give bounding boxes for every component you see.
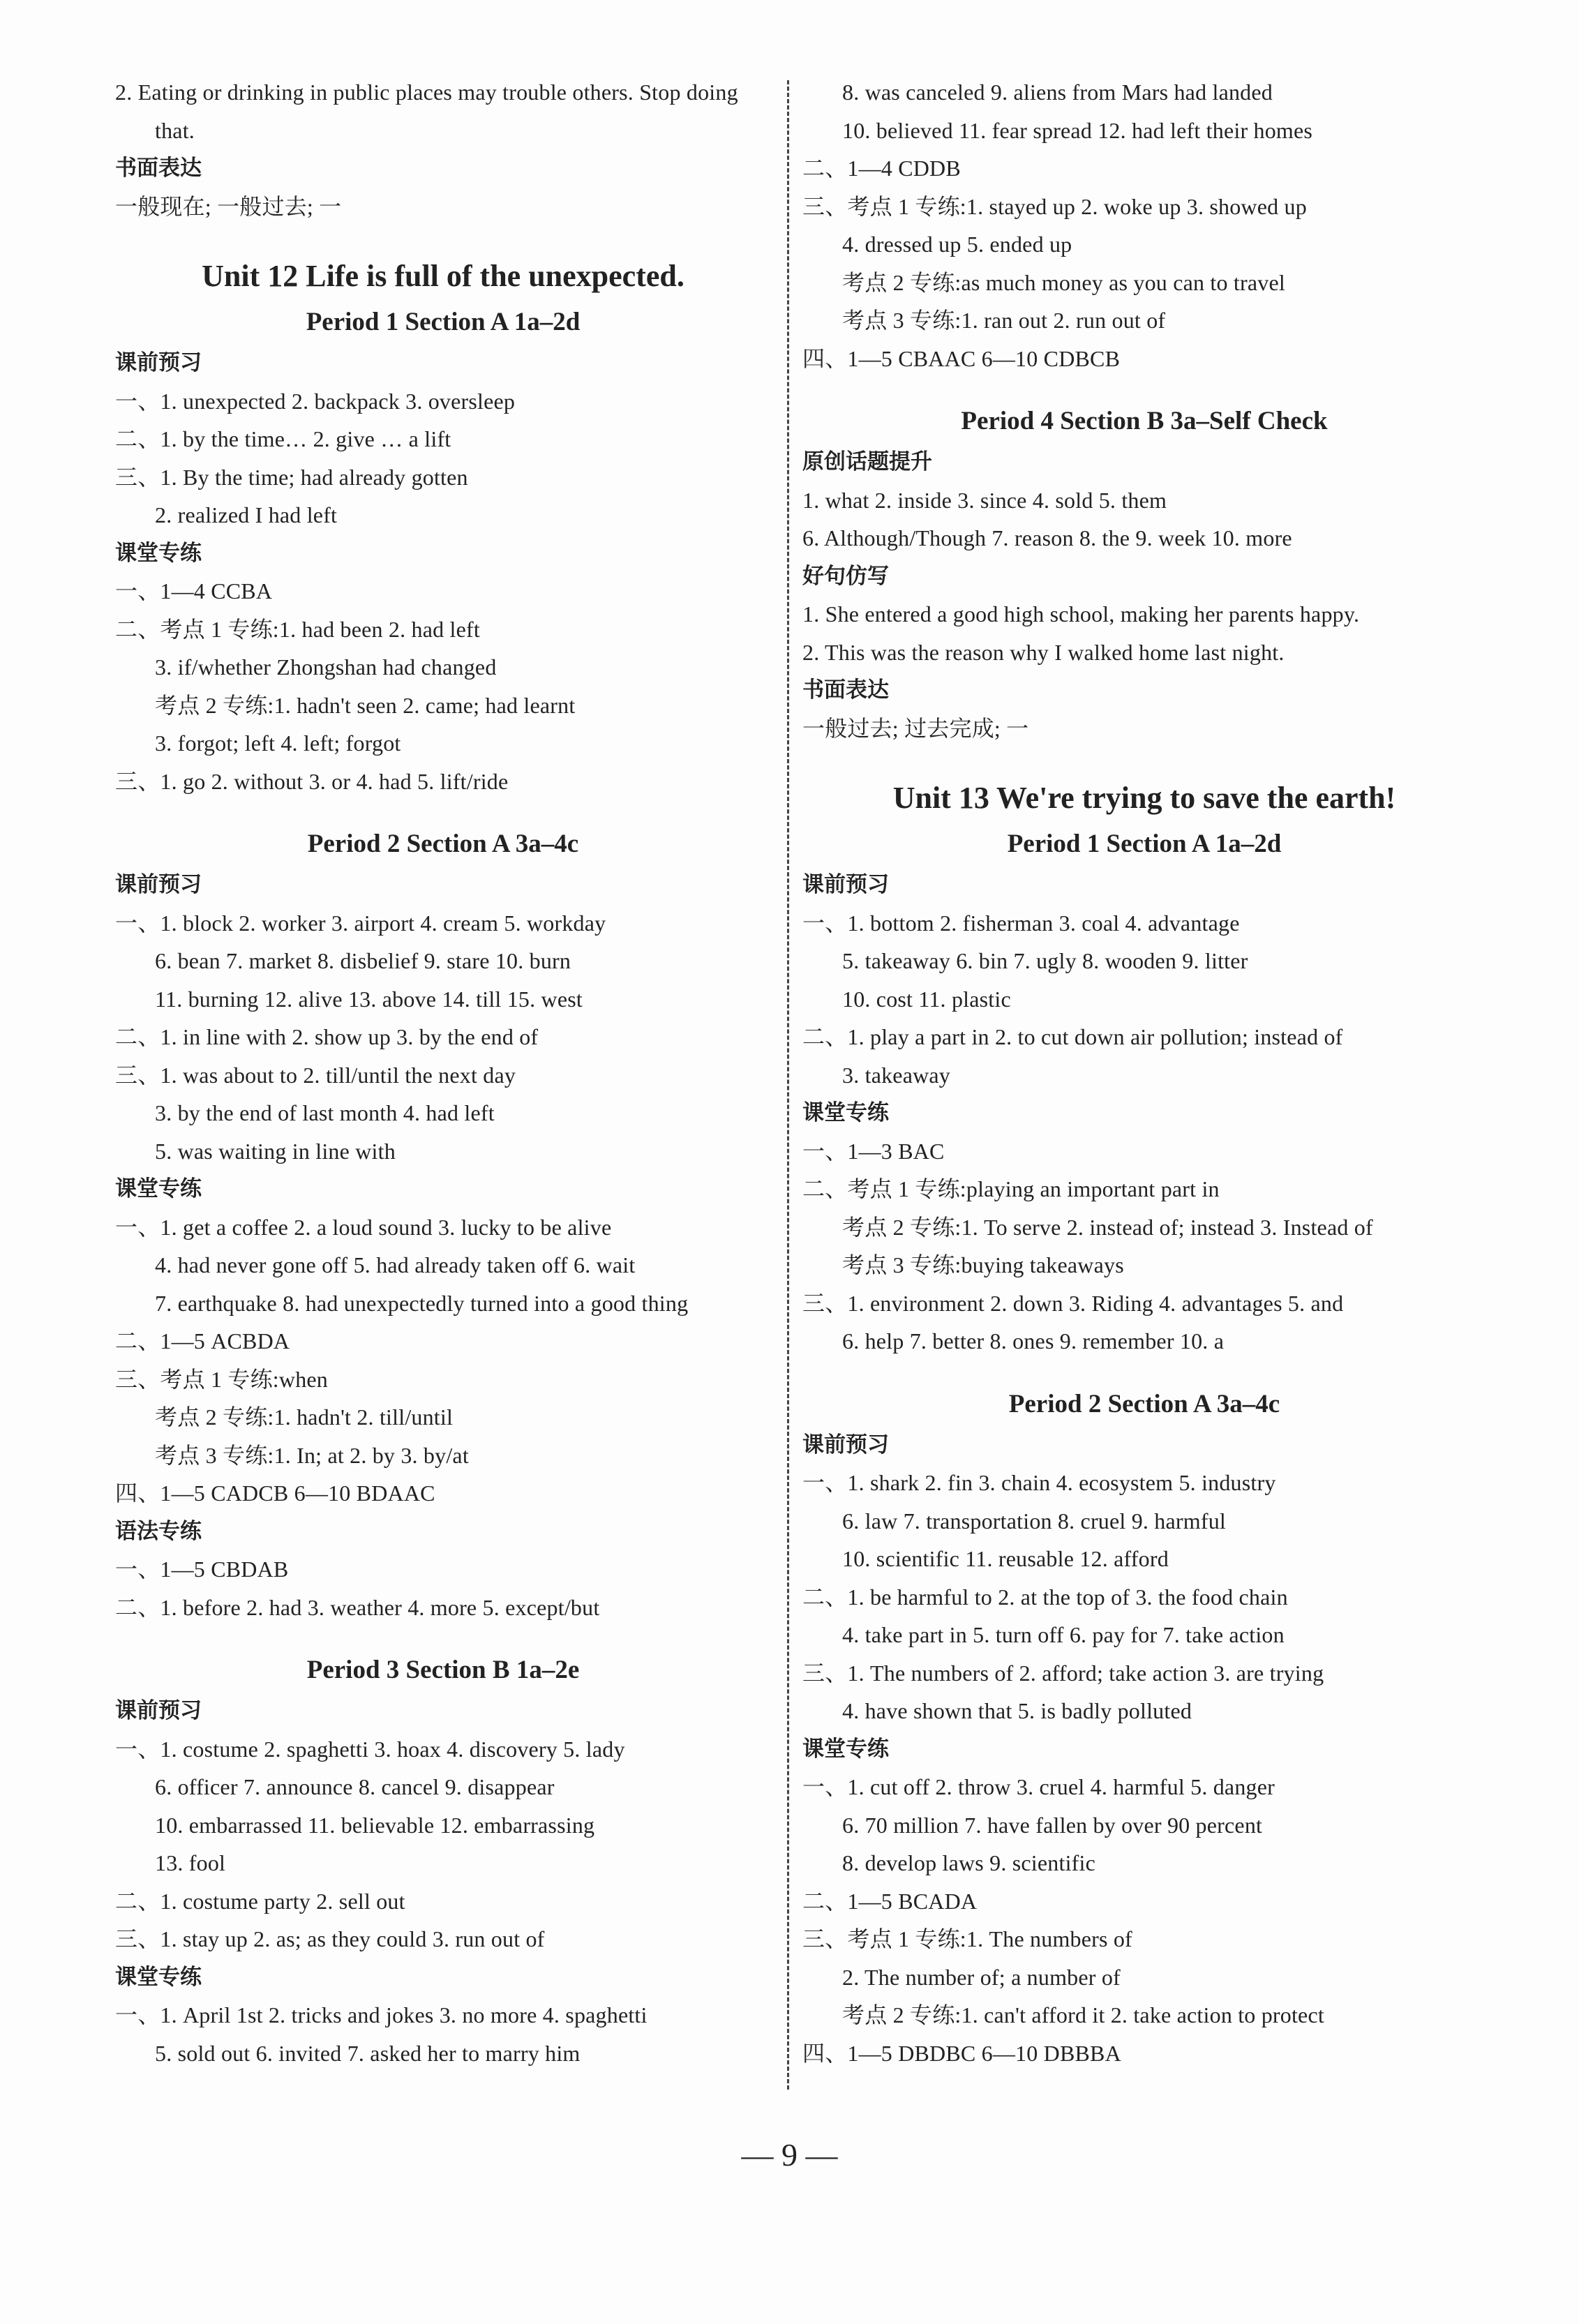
text-line: 二、1. by the time… 2. give … a lift (115, 426, 451, 451)
text-line: 5. sold out 6. invited 7. asked her to marry him (155, 2040, 581, 2066)
text-line: 2. This was the reason why I walked home last night. (802, 639, 1285, 665)
left-column (115, 73, 771, 2072)
text-line: 二、考点 1 专练:playing an important part in (802, 1176, 1220, 1201)
text-line: 一、1. unexpected 2. backpack 3. oversleep (115, 388, 516, 414)
text-line: 1. She entered a good high school, making her parents happy. (802, 601, 1360, 627)
text-line: 三、1. By the time; had already gotten (115, 464, 468, 490)
text-line: 5. was waiting in line with (155, 1138, 396, 1164)
period-title: Period 1 Section A 1a–2d (306, 308, 581, 336)
text-line: 考点 2 专练:1. hadn't 2. till/until (155, 1404, 454, 1430)
section-heading: 课前预习 (115, 350, 202, 375)
section-heading: 课堂专练 (802, 1736, 889, 1762)
text-line: 4. have shown that 5. is badly polluted (842, 1698, 1192, 1723)
text-line: 6. 70 million 7. have fallen by over 90 percent (842, 1812, 1263, 1838)
text-line: 5. takeaway 6. bin 7. ugly 8. wooden 9. litter (842, 948, 1248, 973)
section-heading: 原创话题提升 (802, 449, 932, 474)
text-line: 二、1. costume party 2. sell out (115, 1888, 405, 1914)
unit-title: Unit 12 Life is full of the unexpected. (202, 259, 684, 293)
text-line: 8. develop laws 9. scientific (842, 1850, 1096, 1875)
unit-title: Unit 13 We're trying to save the earth! (892, 781, 1396, 815)
section-heading: 课前预习 (115, 1698, 202, 1723)
text-line: 6. help 7. better 8. ones 9. remember 10. a (842, 1328, 1225, 1354)
text-line: 10. cost 11. plastic (842, 986, 1011, 1012)
text-line: 一般过去; 过去完成; 一 (802, 715, 1029, 741)
text-line: 二、1—5 BCADA (802, 1888, 978, 1914)
text-line: 3. takeaway (842, 1062, 951, 1088)
page-number: — 9 — (741, 2137, 838, 2173)
period-title: Period 1 Section A 1a–2d (1007, 830, 1282, 858)
text-line: 10. embarrassed 11. believable 12. embarrassing (155, 1812, 595, 1838)
section-heading: 书面表达 (115, 156, 202, 181)
text-line: 3. by the end of last month 4. had left (155, 1100, 495, 1125)
section-heading: 课堂专练 (115, 1964, 202, 1990)
text-line: 一、1—3 BAC (802, 1138, 945, 1164)
text-line: 6. law 7. transportation 8. cruel 9. harmful (842, 1508, 1226, 1534)
text-line: 一、1. shark 2. fin 3. chain 4. ecosystem 5. industry (802, 1470, 1276, 1495)
text-line: 三、考点 1 专练:1. The numbers of (802, 1926, 1132, 1951)
text-line: 一、1—5 CBDAB (115, 1557, 289, 1582)
right-column (802, 73, 1486, 2072)
text-line: 6. officer 7. announce 8. cancel 9. disappear (155, 1774, 555, 1799)
text-line: 7. earthquake 8. had unexpectedly turned into a good thing (155, 1290, 689, 1316)
text-line: 考点 3 专练:1. ran out 2. run out of (842, 308, 1166, 333)
period-title: Period 2 Section A 3a–4c (1008, 1389, 1280, 1418)
text-line: 2. realized I had left (155, 502, 338, 527)
period-title: Period 4 Section B 3a–Self Check (961, 407, 1328, 435)
section-heading: 课堂专练 (802, 1100, 889, 1125)
text-line: 三、考点 1 专练:when (115, 1366, 329, 1392)
text-line: 13. fool (155, 1850, 226, 1875)
section-heading: 课前预习 (115, 872, 202, 897)
text-line: 10. believed 11. fear spread 12. had left their homes (842, 117, 1313, 143)
text-line: 一、1. cut off 2. throw 3. cruel 4. harmful 5. danger (802, 1774, 1275, 1799)
text-line: 二、1. in line with 2. show up 3. by the end of (115, 1024, 539, 1049)
section-heading: 课前预习 (802, 1432, 889, 1457)
text-line: 四、1—5 CADCB 6—10 BDAAC (115, 1480, 435, 1506)
text-line: 二、1. play a part in 2. to cut down air pollution; instead of (802, 1024, 1343, 1049)
period-title: Period 3 Section B 1a–2e (306, 1656, 580, 1684)
text-line: 2. Eating or drinking in public places may trouble others. Stop doing (115, 80, 738, 105)
period-title: Period 2 Section A 3a–4c (307, 830, 579, 858)
text-line: 一般现在; 一般过去; 一 (115, 193, 342, 219)
text-line: 4. take part in 5. turn off 6. pay for 7. take action (842, 1622, 1285, 1647)
text-line: 三、考点 1 专练:1. stayed up 2. woke up 3. showed up (802, 193, 1307, 219)
section-heading: 书面表达 (802, 677, 889, 703)
section-heading: 课堂专练 (115, 1176, 202, 1201)
section-heading: 语法专练 (115, 1518, 202, 1544)
text-line: 四、1—5 DBDBC 6—10 DBBBA (802, 2040, 1121, 2066)
text-line: that. (155, 117, 195, 143)
text-line: 11. burning 12. alive 13. above 14. till 15. west (155, 986, 583, 1012)
text-line: 三、1. The numbers of 2. afford; take action 3. are trying (802, 1660, 1324, 1686)
text-line: 三、1. stay up 2. as; as they could 3. run out of (115, 1926, 545, 1951)
text-line: 一、1. costume 2. spaghetti 3. hoax 4. discovery 5. lady (115, 1736, 625, 1762)
text-line: 考点 3 专练:1. In; at 2. by 3. by/at (155, 1442, 469, 1468)
text-line: 二、1—5 ACBDA (115, 1328, 290, 1354)
text-line: 三、1. go 2. without 3. or 4. had 5. lift/ride (115, 768, 509, 794)
text-line: 4. had never gone off 5. had already taken off 6. wait (155, 1252, 636, 1277)
text-line: 6. Although/Though 7. reason 8. the 9. week 10. more (802, 525, 1292, 550)
text-line: 考点 2 专练:1. hadn't seen 2. came; had learnt (155, 692, 576, 718)
text-line: 8. was canceled 9. aliens from Mars had landed (842, 80, 1273, 105)
text-line: 二、1. before 2. had 3. weather 4. more 5. except/but (115, 1594, 600, 1620)
section-heading: 好句仿写 (802, 563, 889, 589)
text-line: 三、1. was about to 2. till/until the next day (115, 1062, 516, 1088)
text-line: 3. forgot; left 4. left; forgot (155, 730, 401, 756)
text-line: 一、1—4 CCBA (115, 578, 273, 604)
text-line: 一、1. block 2. worker 3. airport 4. cream 5. workday (115, 910, 606, 936)
text-line: 4. dressed up 5. ended up (842, 232, 1072, 257)
text-line: 3. if/whether Zhongshan had changed (155, 654, 497, 680)
text-line: 10. scientific 11. reusable 12. afford (842, 1546, 1169, 1571)
section-heading: 课堂专练 (115, 540, 202, 566)
text-line: 考点 3 专练:buying takeaways (842, 1252, 1124, 1277)
column-divider (787, 80, 789, 2090)
text-line: 四、1—5 CBAAC 6—10 CDBCB (802, 345, 1121, 371)
section-heading: 课前预习 (802, 872, 889, 897)
text-line: 二、1. be harmful to 2. at the top of 3. the food chain (802, 1584, 1288, 1610)
text-line: 二、1—4 CDDB (802, 156, 961, 181)
text-line: 6. bean 7. market 8. disbelief 9. stare 10. burn (155, 948, 571, 973)
text-line: 二、考点 1 专练:1. had been 2. had left (115, 616, 480, 642)
text-line: 考点 2 专练:1. To serve 2. instead of; instead 3. Instead of (842, 1214, 1373, 1240)
text-line: 一、1. bottom 2. fisherman 3. coal 4. advantage (802, 910, 1240, 936)
text-line: 一、1. get a coffee 2. a loud sound 3. lucky to be alive (115, 1214, 612, 1240)
text-line: 考点 2 专练:1. can't afford it 2. take action to protect (842, 2002, 1324, 2027)
text-line: 考点 2 专练:as much money as you can to travel (842, 269, 1285, 295)
text-line: 2. The number of; a number of (842, 1964, 1121, 1990)
text-line: 一、1. April 1st 2. tricks and jokes 3. no more 4. spaghetti (115, 2002, 648, 2027)
text-line: 三、1. environment 2. down 3. Riding 4. advantages 5. and (802, 1290, 1344, 1316)
text-line: 1. what 2. inside 3. since 4. sold 5. them (802, 487, 1167, 513)
